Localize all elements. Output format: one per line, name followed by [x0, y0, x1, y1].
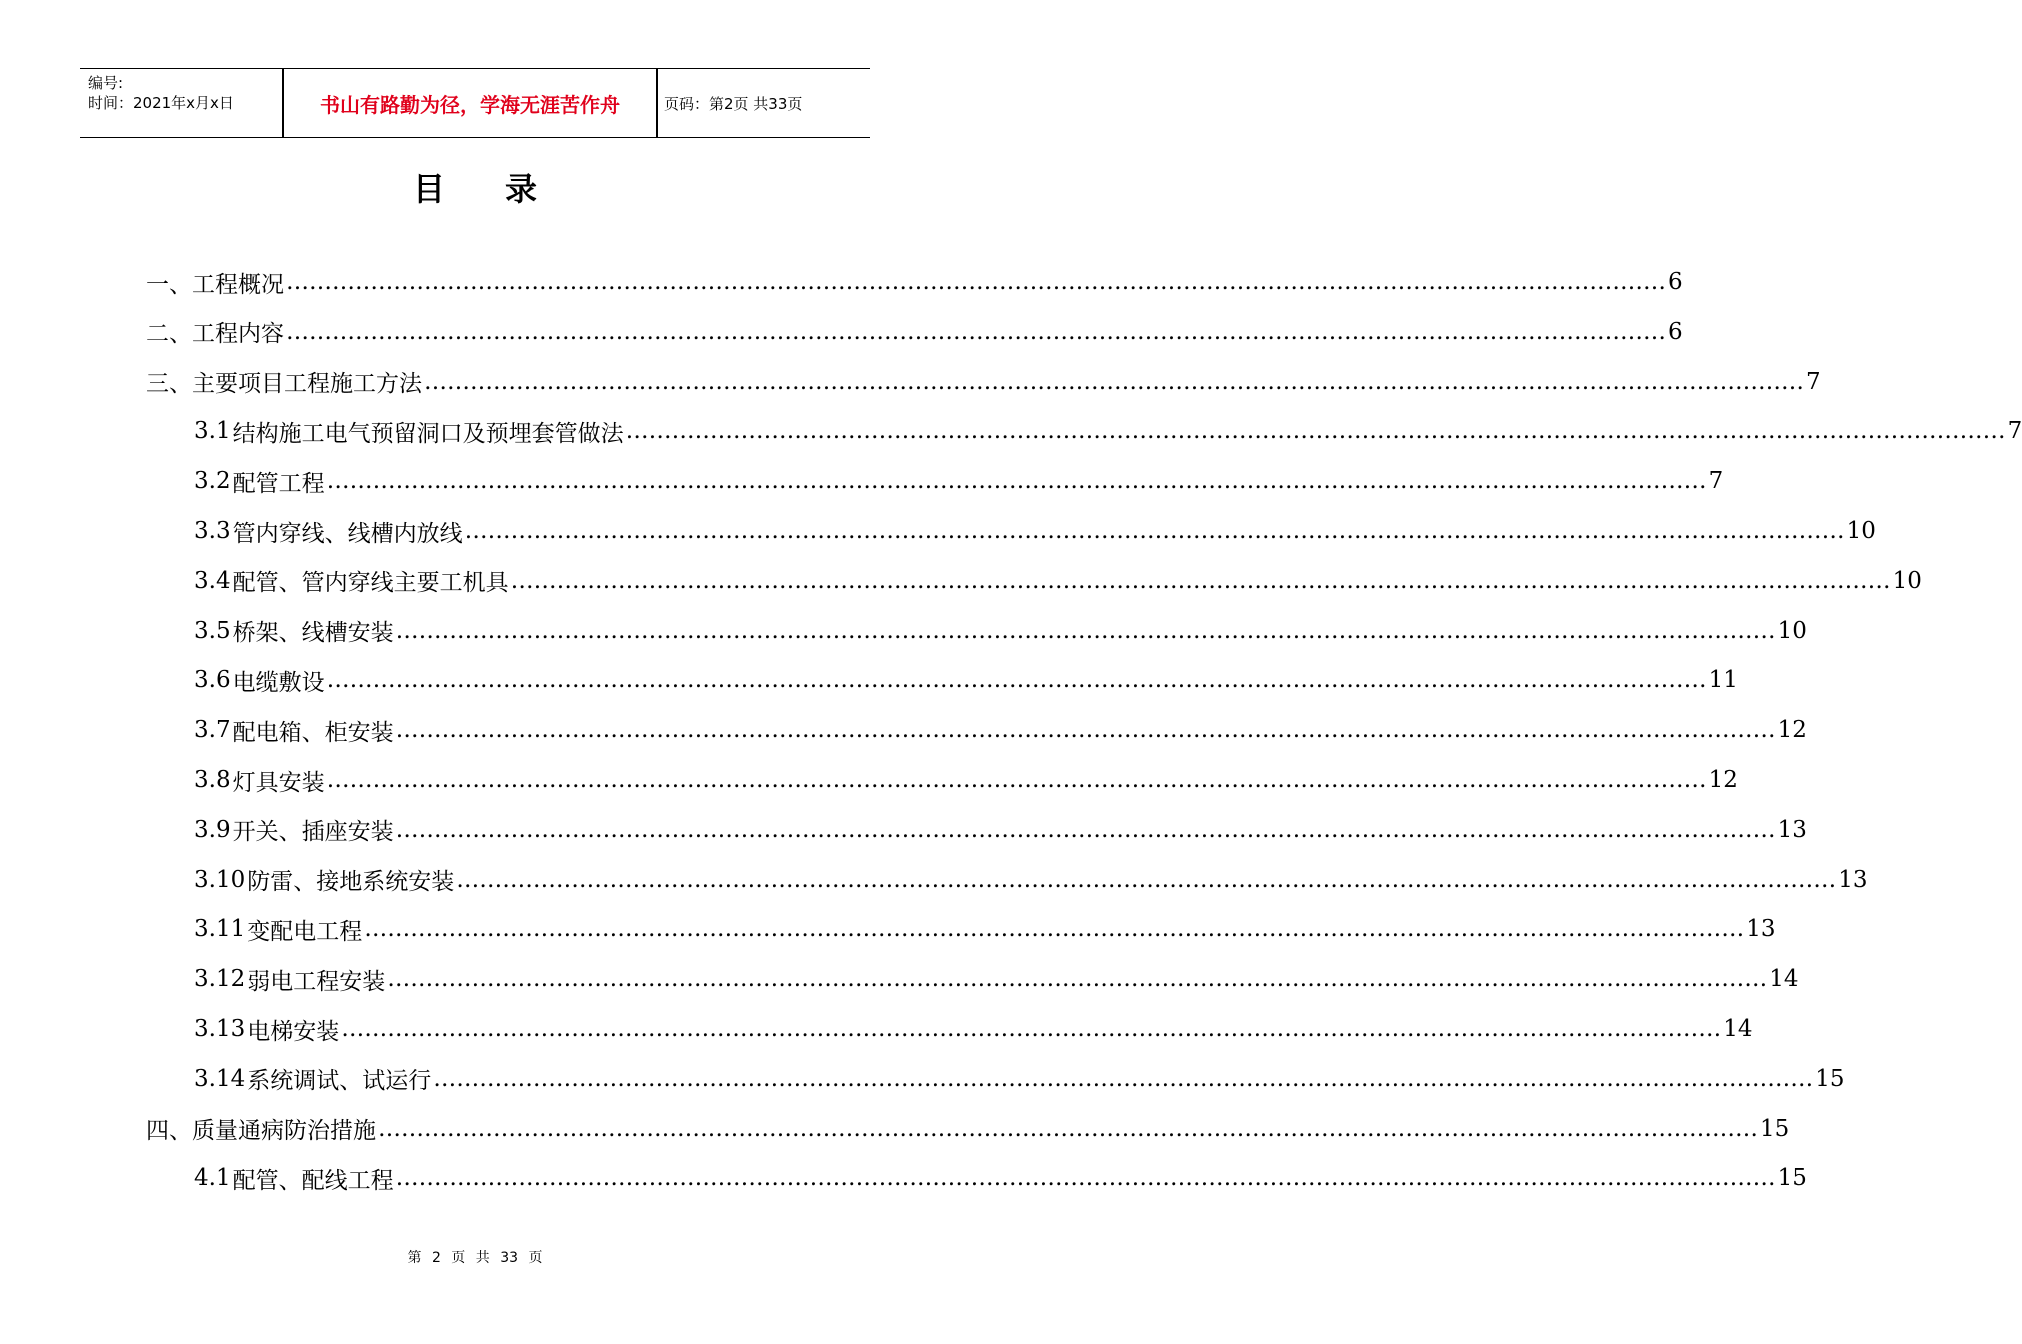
- toc-entry-number: 一、: [146, 271, 192, 298]
- toc-entry[interactable]: [146, 262, 1683, 302]
- toc-entry-label: 变配电工程: [247, 918, 363, 945]
- toc-entry-number: 3.13: [194, 1016, 246, 1042]
- page-footer: 第 2 页 共 33 页: [407, 1250, 543, 1266]
- toc-leader-dots: ………………………………………………………………………………………………………………………………………………………………: [395, 1165, 1776, 1192]
- header-motto: 书山有路勤为径，学海无涯苦作舟: [320, 92, 620, 117]
- toc-leader-dots: ………………………………………………………………………………………………………………………………………………………………: [395, 717, 1776, 744]
- toc-entry-label: 电缆敷设: [232, 669, 325, 696]
- toc-leader-dots: ………………………………………………………………………………………………………………………………………………………………: [456, 866, 1837, 893]
- toc-entry-page: 6: [1668, 318, 1683, 345]
- toc-entry-number: 3.7: [194, 717, 231, 744]
- toc-entry-page: 7: [1806, 368, 1821, 395]
- toc-entry-number: 4.1: [194, 1165, 231, 1192]
- toc-entry-number: 3.5: [194, 617, 231, 644]
- toc-entry[interactable]: [194, 611, 1807, 651]
- toc-entry[interactable]: [194, 1059, 1845, 1099]
- toc-entry-number: 3.3: [194, 518, 231, 544]
- toc-entry-label: 系统调试、试运行: [247, 1068, 432, 1095]
- toc-entry-number: 3.2: [194, 468, 231, 495]
- toc-entry[interactable]: [194, 1009, 1753, 1049]
- toc-entry-label: 工程概况: [192, 271, 284, 298]
- toc-entry-page: 7: [2007, 418, 2022, 445]
- toc-entry-page: 12: [1777, 717, 1807, 744]
- toc-entry-label: 开关、插座安装: [232, 819, 394, 846]
- toc-entry-page: 15: [1777, 1165, 1807, 1192]
- toc-entry[interactable]: [194, 810, 1807, 850]
- toc-leader-dots: ………………………………………………………………………………………………………………………………………………………………: [387, 966, 1768, 993]
- toc-entry-number: 四、: [146, 1118, 192, 1145]
- toc-entry-label: 主要项目工程施工方法: [192, 371, 422, 398]
- header-meta: [88, 73, 284, 113]
- toc-leader-dots: ………………………………………………………………………………………………………………………………………………………………: [326, 767, 1707, 793]
- toc-entry-label: 配管、管内穿线主要工机具: [232, 570, 509, 597]
- toc-leader-dots: ………………………………………………………………………………………………………………………………………………………………: [286, 318, 1666, 345]
- toc-entry-label: 防雷、接地系统安装: [247, 869, 455, 896]
- toc-leader-dots: ………………………………………………………………………………………………………………………………………………………………: [424, 368, 1804, 395]
- toc-leader-dots: ………………………………………………………………………………………………………………………………………………………………: [433, 1065, 1814, 1092]
- toc-entry-number: 三、: [146, 371, 192, 398]
- page-header: [80, 68, 870, 138]
- toc-entry-page: 15: [1760, 1115, 1790, 1142]
- toc-entry[interactable]: [146, 312, 1683, 352]
- toc-entry[interactable]: [146, 362, 1821, 402]
- toc-entry-number: 3.14: [194, 1065, 246, 1092]
- toc-entry-label: 桥架、线槽安装: [232, 620, 394, 647]
- toc-leader-dots: ………………………………………………………………………………………………………………………………………………………………: [395, 816, 1776, 843]
- toc-entry[interactable]: [194, 909, 1776, 949]
- toc-entry-number: 二、: [146, 321, 192, 348]
- toc-entry[interactable]: [194, 710, 1807, 750]
- document-number: 编号:: [88, 74, 124, 92]
- toc-leader-dots: ………………………………………………………………………………………………………………………………………………………………: [395, 617, 1776, 644]
- toc-entry-number: 3.10: [194, 866, 246, 893]
- toc-leader-dots: ………………………………………………………………………………………………………………………………………………………………: [341, 1016, 1722, 1042]
- toc-entry[interactable]: [194, 860, 1868, 900]
- toc-entry[interactable]: [194, 760, 1738, 800]
- toc-entry-page: 6: [1668, 269, 1683, 295]
- toc-entry-label: 配电箱、柜安装: [232, 719, 394, 746]
- toc-entry-page: 13: [1838, 866, 1868, 893]
- toc-entry-page: 10: [1846, 518, 1876, 544]
- toc-entry-label: 管内穿线、线槽内放线: [232, 520, 463, 547]
- toc-entry-label: 质量通病防治措施: [192, 1118, 376, 1145]
- toc-entry-label: 配管工程: [232, 470, 325, 497]
- toc-entry-label: 配管、配线工程: [232, 1167, 394, 1194]
- toc-entry[interactable]: [194, 660, 1738, 700]
- document-date: 时间：2021年x月x日: [88, 94, 234, 112]
- toc-entry-number: 3.9: [194, 816, 231, 843]
- toc-entry[interactable]: [194, 461, 1724, 501]
- toc-entry-label: 弱电工程安装: [247, 968, 386, 995]
- toc-entry[interactable]: [194, 561, 1922, 601]
- toc-entry-page: 14: [1723, 1016, 1753, 1042]
- toc-leader-dots: ………………………………………………………………………………………………………………………………………………………………: [510, 567, 1891, 594]
- toc-entry[interactable]: [194, 511, 1876, 551]
- toc-leader-dots: ………………………………………………………………………………………………………………………………………………………………: [364, 916, 1745, 943]
- toc-leader-dots: ………………………………………………………………………………………………………………………………………………………………: [286, 269, 1666, 295]
- toc-entry-page: 10: [1777, 617, 1807, 644]
- toc-entry-page: 13: [1777, 816, 1807, 843]
- toc-entry-number: 3.12: [194, 966, 246, 993]
- toc-leader-dots: ………………………………………………………………………………………………………………………………………………………………: [625, 418, 2006, 445]
- toc-entry-label: 结构施工电气预留洞口及预埋套管做法: [232, 420, 624, 447]
- toc-entry-number: 3.8: [194, 767, 231, 793]
- toc-entry-number: 3.11: [194, 916, 246, 943]
- header-page-info: 页码：第2页 共33页: [664, 94, 803, 113]
- toc-entry[interactable]: [146, 1109, 1790, 1149]
- toc-entry-page: 10: [1892, 567, 1922, 594]
- toc-entry-number: 3.4: [194, 567, 231, 594]
- toc-entry-number: 3.1: [194, 418, 231, 445]
- toc-leader-dots: ………………………………………………………………………………………………………………………………………………………………: [378, 1115, 1758, 1142]
- toc-entry[interactable]: [194, 1158, 1807, 1198]
- toc-entry-number: 3.6: [194, 667, 231, 694]
- toc-entry-page: 14: [1769, 966, 1799, 993]
- toc-entry[interactable]: [194, 959, 1799, 999]
- toc-entry-page: 15: [1815, 1065, 1845, 1092]
- toc-leader-dots: ………………………………………………………………………………………………………………………………………………………………: [326, 468, 1707, 495]
- toc-entry[interactable]: [194, 411, 2022, 451]
- toc-leader-dots: ………………………………………………………………………………………………………………………………………………………………: [326, 667, 1707, 694]
- toc-entry-label: 工程内容: [192, 321, 284, 348]
- page-title: 目录: [412, 170, 597, 208]
- toc-entry-page: 13: [1746, 916, 1776, 943]
- toc-entry-label: 电梯安装: [247, 1018, 340, 1045]
- toc-entry-page: 12: [1708, 767, 1738, 793]
- toc-entry-page: 11: [1708, 667, 1738, 694]
- toc-leader-dots: ………………………………………………………………………………………………………………………………………………………………: [464, 518, 1845, 544]
- header-divider: [656, 69, 658, 137]
- toc-entry-label: 灯具安装: [232, 769, 325, 796]
- toc-entry-page: 7: [1708, 468, 1724, 495]
